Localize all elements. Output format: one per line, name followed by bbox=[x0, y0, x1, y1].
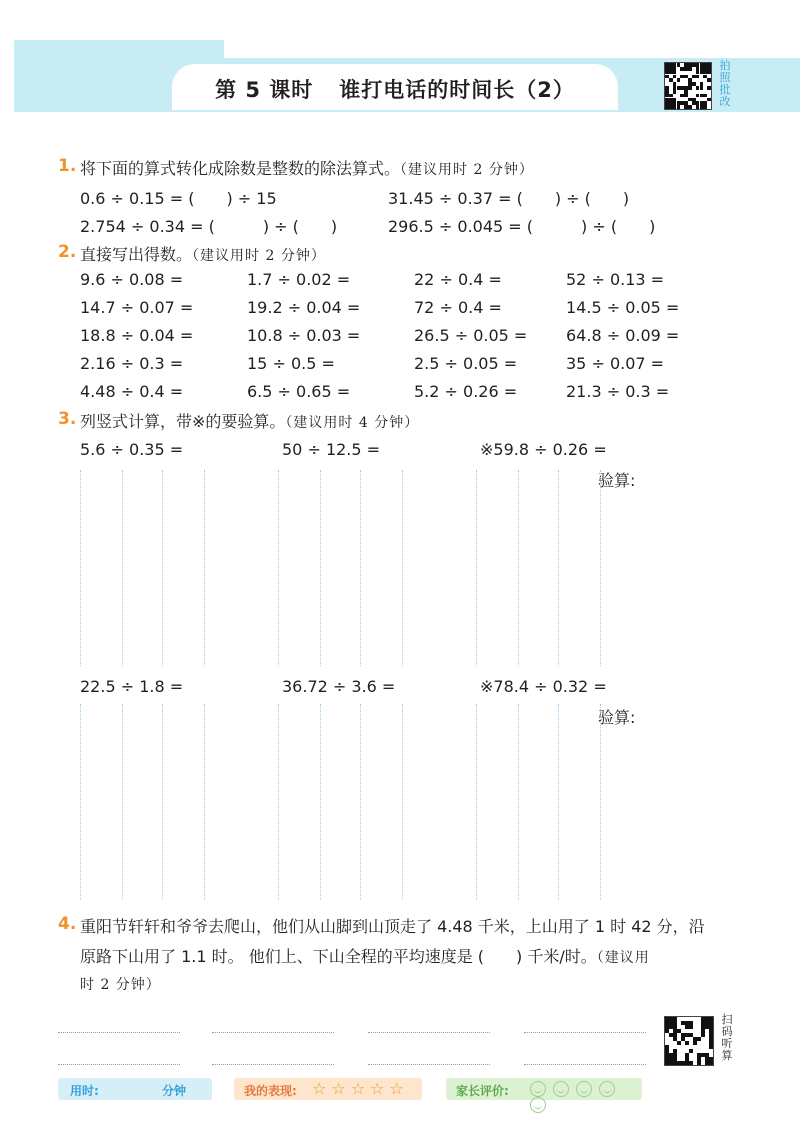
grid-line bbox=[278, 470, 279, 666]
qr-module bbox=[685, 1041, 689, 1045]
q2-item[interactable]: 52 ÷ 0.13 = bbox=[566, 270, 665, 289]
qr-code-icon[interactable] bbox=[664, 62, 712, 110]
q2-item[interactable]: 21.3 ÷ 0.3 = bbox=[566, 382, 670, 401]
grid-line bbox=[476, 470, 477, 666]
answer-line[interactable] bbox=[212, 1064, 334, 1065]
photo-char-1: 拍 bbox=[719, 59, 731, 72]
q3-problem[interactable]: ※78.4 ÷ 0.32 = bbox=[480, 677, 607, 696]
q2-item[interactable]: 14.5 ÷ 0.05 = bbox=[566, 298, 680, 317]
performance-rating[interactable] bbox=[234, 1078, 422, 1100]
star-icon[interactable]: ☆ bbox=[350, 1079, 366, 1098]
qr-module bbox=[688, 86, 692, 90]
grid-line bbox=[600, 470, 601, 666]
q3-hint: （建议用时 4 分钟） bbox=[285, 415, 420, 431]
grid-line bbox=[162, 470, 163, 666]
qr-module bbox=[707, 78, 711, 82]
q3-number: 3. bbox=[58, 409, 77, 429]
q1-item[interactable]: 2.754 ÷ 0.34 = ( ) ÷ ( ) bbox=[80, 217, 338, 236]
star-icon[interactable]: ☆ bbox=[331, 1079, 346, 1098]
listen-char-2: 码 bbox=[721, 1025, 733, 1038]
grid-line bbox=[80, 470, 81, 666]
grid-line bbox=[320, 704, 321, 900]
q2-text bbox=[80, 242, 326, 265]
grid-line bbox=[320, 470, 321, 666]
q1-text bbox=[80, 156, 534, 179]
photo-grade-label bbox=[718, 60, 732, 108]
grid-line bbox=[204, 470, 205, 666]
listen-char-4: 算 bbox=[721, 1049, 733, 1062]
q2-item[interactable]: 5.2 ÷ 0.26 = bbox=[414, 382, 518, 401]
lesson-number: 第 5 课时 bbox=[215, 78, 314, 102]
q2-item[interactable]: 1.7 ÷ 0.02 = bbox=[247, 270, 351, 289]
q2-item[interactable]: 19.2 ÷ 0.04 = bbox=[247, 298, 361, 317]
q3-check-label: 验算: bbox=[598, 708, 636, 727]
answer-line[interactable] bbox=[368, 1032, 490, 1033]
grid-line bbox=[162, 704, 163, 900]
page-title bbox=[172, 74, 618, 104]
q2-number: 2. bbox=[58, 242, 77, 262]
grid-line bbox=[80, 704, 81, 900]
q3-problem[interactable]: 22.5 ÷ 1.8 = bbox=[80, 677, 184, 696]
photo-char-2: 照 bbox=[719, 71, 731, 84]
grid-line bbox=[558, 470, 559, 666]
parent-rating[interactable] bbox=[446, 1078, 642, 1100]
smiley-rating[interactable] bbox=[530, 1081, 642, 1113]
grid-line bbox=[518, 470, 519, 666]
q3-problem[interactable]: 50 ÷ 12.5 = bbox=[282, 440, 381, 459]
q2-hint: （建议用时 2 分钟） bbox=[192, 248, 326, 264]
listen-char-1: 扫 bbox=[721, 1013, 733, 1026]
parent-label: 家长评价: bbox=[456, 1084, 509, 1098]
q2-item[interactable]: 72 ÷ 0.4 = bbox=[414, 298, 502, 317]
q4-line1: 重阳节轩轩和爷爷去爬山，他们从山脚到山顶走了 4.48 千米，上山用了 1 时 42 分，沿 bbox=[80, 917, 705, 936]
q2-item[interactable]: 18.8 ÷ 0.04 = bbox=[80, 326, 194, 345]
q3-problem[interactable]: 36.72 ÷ 3.6 = bbox=[282, 677, 396, 696]
time-field[interactable] bbox=[58, 1078, 212, 1100]
star-icon[interactable]: ☆ bbox=[370, 1079, 385, 1098]
q2-item[interactable]: 4.48 ÷ 0.4 = bbox=[80, 382, 184, 401]
q2-item[interactable]: 15 ÷ 0.5 = bbox=[247, 354, 335, 373]
q1-item[interactable]: 31.45 ÷ 0.37 = ( ) ÷ ( ) bbox=[388, 189, 630, 208]
qr-module bbox=[703, 105, 707, 109]
q2-item[interactable]: 64.8 ÷ 0.09 = bbox=[566, 326, 680, 345]
lesson-title: 谁打电话的时间长（2） bbox=[339, 78, 575, 102]
qr-module bbox=[689, 1061, 693, 1065]
q2-item[interactable]: 22 ÷ 0.4 = bbox=[414, 270, 502, 289]
qr-module bbox=[688, 105, 692, 109]
answer-line[interactable] bbox=[212, 1032, 334, 1033]
qr-module bbox=[689, 1025, 693, 1029]
qr-module bbox=[688, 67, 692, 71]
grid-line bbox=[600, 704, 601, 900]
grid-line bbox=[204, 704, 205, 900]
grid-line bbox=[476, 704, 477, 900]
qr-code-icon[interactable] bbox=[664, 1016, 714, 1066]
q3-problem[interactable]: ※59.8 ÷ 0.26 = bbox=[480, 440, 607, 459]
q1-hint: （建议用时 2 分钟） bbox=[400, 162, 534, 178]
q4-number: 4. bbox=[58, 914, 77, 934]
answer-line[interactable] bbox=[524, 1032, 646, 1033]
q2-item[interactable]: 2.16 ÷ 0.3 = bbox=[80, 354, 184, 373]
qr-module bbox=[677, 1041, 681, 1045]
grid-line bbox=[402, 470, 403, 666]
photo-char-4: 改 bbox=[719, 95, 731, 108]
smiley-icon[interactable] bbox=[553, 1081, 569, 1097]
q4-line2-text: 原路下山用了 1.1 时。 他们上、下山全程的平均速度是 ( ) 千米/时。 bbox=[80, 947, 597, 966]
smiley-icon[interactable] bbox=[530, 1097, 546, 1113]
q3-problem[interactable]: 5.6 ÷ 0.35 = bbox=[80, 440, 184, 459]
q2-item[interactable]: 14.7 ÷ 0.07 = bbox=[80, 298, 194, 317]
header-band-top bbox=[14, 40, 224, 60]
grid-line bbox=[122, 704, 123, 900]
qr-module bbox=[707, 98, 711, 102]
q4-hint-part1: （建议用 bbox=[596, 950, 650, 966]
qr-module bbox=[673, 90, 677, 94]
qr-module bbox=[677, 78, 681, 82]
star-icon[interactable]: ☆ bbox=[389, 1079, 404, 1098]
qr-module bbox=[697, 1037, 701, 1041]
grid-line bbox=[558, 704, 559, 900]
qr-module bbox=[689, 1049, 693, 1053]
q3-text bbox=[80, 409, 419, 432]
qr-module bbox=[709, 1061, 713, 1065]
smiley-icon[interactable] bbox=[576, 1081, 592, 1097]
smiley-icon[interactable] bbox=[599, 1081, 615, 1097]
q2-item[interactable]: 2.5 ÷ 0.05 = bbox=[414, 354, 518, 373]
qr-module bbox=[707, 86, 711, 90]
q1-number: 1. bbox=[58, 156, 77, 176]
q2-item[interactable]: 9.6 ÷ 0.08 = bbox=[80, 270, 184, 289]
grid-line bbox=[360, 470, 361, 666]
q2-instruction: 直接写出得数。 bbox=[80, 245, 193, 264]
qr-module bbox=[697, 1061, 701, 1065]
star-rating[interactable] bbox=[312, 1079, 409, 1098]
answer-line[interactable] bbox=[58, 1032, 180, 1033]
qr-module bbox=[677, 105, 681, 109]
q1-instruction: 将下面的算式转化成除数是整数的除法算式。 bbox=[80, 159, 401, 178]
listen-label bbox=[720, 1014, 734, 1062]
grid-line bbox=[402, 704, 403, 900]
q2-item[interactable]: 35 ÷ 0.07 = bbox=[566, 354, 665, 373]
qr-module bbox=[700, 86, 704, 90]
grid-line bbox=[518, 704, 519, 900]
grid-line bbox=[122, 470, 123, 666]
star-icon[interactable]: ☆ bbox=[312, 1079, 327, 1098]
smiley-icon[interactable] bbox=[530, 1081, 546, 1097]
answer-line[interactable] bbox=[368, 1064, 490, 1065]
q1-item[interactable]: 0.6 ÷ 0.15 = ( ) ÷ 15 bbox=[80, 189, 277, 208]
q3-instruction: 列竖式计算，带※的要验算。 bbox=[80, 412, 286, 431]
q2-item[interactable]: 26.5 ÷ 0.05 = bbox=[414, 326, 528, 345]
photo-char-3: 批 bbox=[719, 83, 731, 96]
qr-module bbox=[696, 75, 700, 79]
answer-line[interactable] bbox=[524, 1064, 646, 1065]
listen-char-3: 听 bbox=[721, 1037, 733, 1050]
qr-module bbox=[693, 1041, 697, 1045]
performance-label: 我的表现: bbox=[244, 1084, 297, 1098]
q1-item[interactable]: 296.5 ÷ 0.045 = ( ) ÷ ( ) bbox=[388, 217, 656, 236]
time-unit: 分钟 bbox=[162, 1084, 187, 1098]
grid-line bbox=[278, 704, 279, 900]
qr-module bbox=[707, 71, 711, 75]
qr-module bbox=[709, 1045, 713, 1049]
qr-module bbox=[701, 1033, 705, 1037]
q2-item[interactable]: 6.5 ÷ 0.65 = bbox=[247, 382, 351, 401]
q4-hint-part2: 时 2 分钟） bbox=[80, 977, 161, 993]
answer-line[interactable] bbox=[58, 1064, 180, 1065]
grid-line bbox=[360, 704, 361, 900]
q4-line2 bbox=[80, 944, 650, 967]
q2-item[interactable]: 10.8 ÷ 0.03 = bbox=[247, 326, 361, 345]
time-label: 用时: bbox=[70, 1084, 99, 1098]
q3-check-label: 验算: bbox=[598, 471, 636, 490]
